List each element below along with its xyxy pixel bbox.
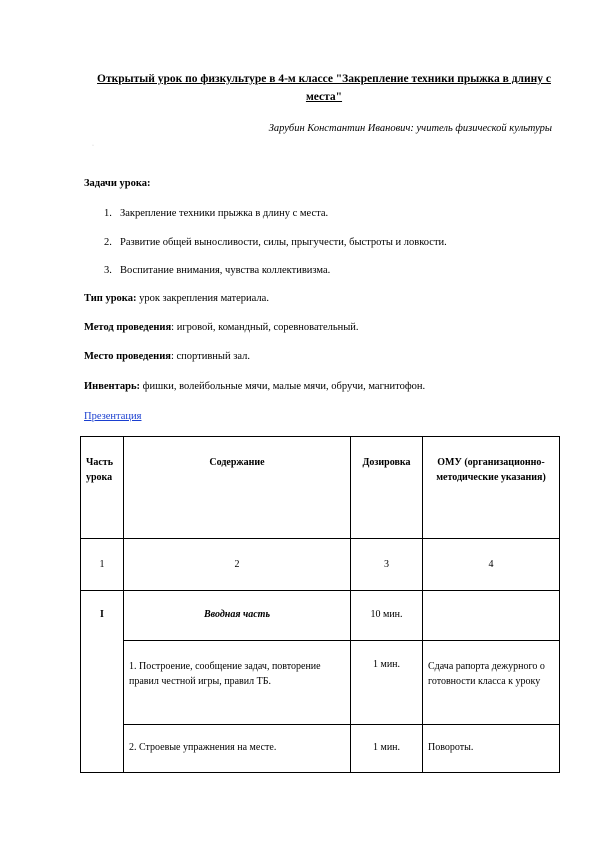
lesson-method	[84, 322, 359, 333]
tasks-heading: Задачи урока:	[84, 178, 151, 189]
header-omu: ОМУ (организационно-методические указания)	[423, 437, 560, 539]
presentation-link[interactable]: Презентация	[84, 411, 142, 422]
task-item	[104, 237, 447, 248]
omu-cell: Сдача рапорта дежурного о готовности класса к уроку	[423, 641, 560, 725]
task-item	[104, 265, 330, 276]
header-part: Часть урока	[81, 437, 124, 539]
lesson-place-label: Место проведения	[84, 351, 171, 362]
section-title-cell: Вводная часть	[124, 591, 351, 641]
lesson-method-value: : игровой, командный, соревновательный.	[171, 322, 359, 333]
lesson-inventory-label: Инвентарь:	[84, 381, 141, 392]
task-number: 2.	[104, 237, 112, 248]
column-number: 3	[351, 539, 423, 591]
lesson-type-label: Тип урока:	[84, 293, 137, 304]
lesson-method-label: Метод проведения	[84, 322, 172, 333]
column-number: 4	[423, 539, 560, 591]
dose-cell: 10 мин.	[351, 591, 423, 641]
lesson-inventory-value: фишки, волейбольные мячи, малые мячи, обручи, магнитофон.	[140, 381, 426, 392]
author-line: Зарубин Константин Иванович: учитель физической культуры	[268, 123, 552, 134]
header-dose: Дозировка	[351, 437, 423, 539]
document-title: Открытый урок по физкультуре в 4-м классе "Закрепление техники прыжка в длину с места"	[97, 73, 551, 103]
table-number-row	[81, 539, 560, 591]
column-number: 1	[81, 539, 124, 591]
task-text: Воспитание внимания, чувства коллективизма.	[120, 265, 331, 276]
omu-cell	[423, 591, 560, 641]
lesson-type	[84, 293, 269, 304]
lesson-place-value: : спортивный зал.	[170, 351, 250, 362]
table-row	[81, 725, 560, 773]
task-number: 1.	[104, 208, 112, 219]
stray-mark: ·	[92, 143, 94, 149]
content-cell: 2. Строевые упражнения на месте.	[124, 725, 351, 773]
dose-cell: 1 мин.	[351, 641, 423, 725]
lesson-inventory	[84, 381, 425, 392]
content-cell: 1. Построение, сообщение задач, повторение правил честной игры, правил ТБ.	[124, 641, 351, 725]
lesson-type-value: урок закрепления материала.	[136, 293, 269, 304]
task-text: Закрепление техники прыжка в длину с места.	[120, 208, 329, 219]
task-text: Развитие общей выносливости, силы, прыгучести, быстроты и ловкости.	[120, 237, 447, 248]
header-content: Содержание	[124, 437, 351, 539]
lesson-place	[84, 351, 250, 362]
table-row	[81, 641, 560, 725]
table-header-row	[81, 437, 560, 539]
task-number: 3.	[104, 265, 112, 276]
table-row	[81, 591, 560, 641]
lesson-part-cell: I	[81, 591, 124, 773]
column-number: 2	[124, 539, 351, 591]
lesson-plan-table	[80, 436, 560, 773]
dose-cell: 1 мин.	[351, 725, 423, 773]
omu-cell: Повороты.	[423, 725, 560, 773]
task-item	[104, 208, 328, 219]
